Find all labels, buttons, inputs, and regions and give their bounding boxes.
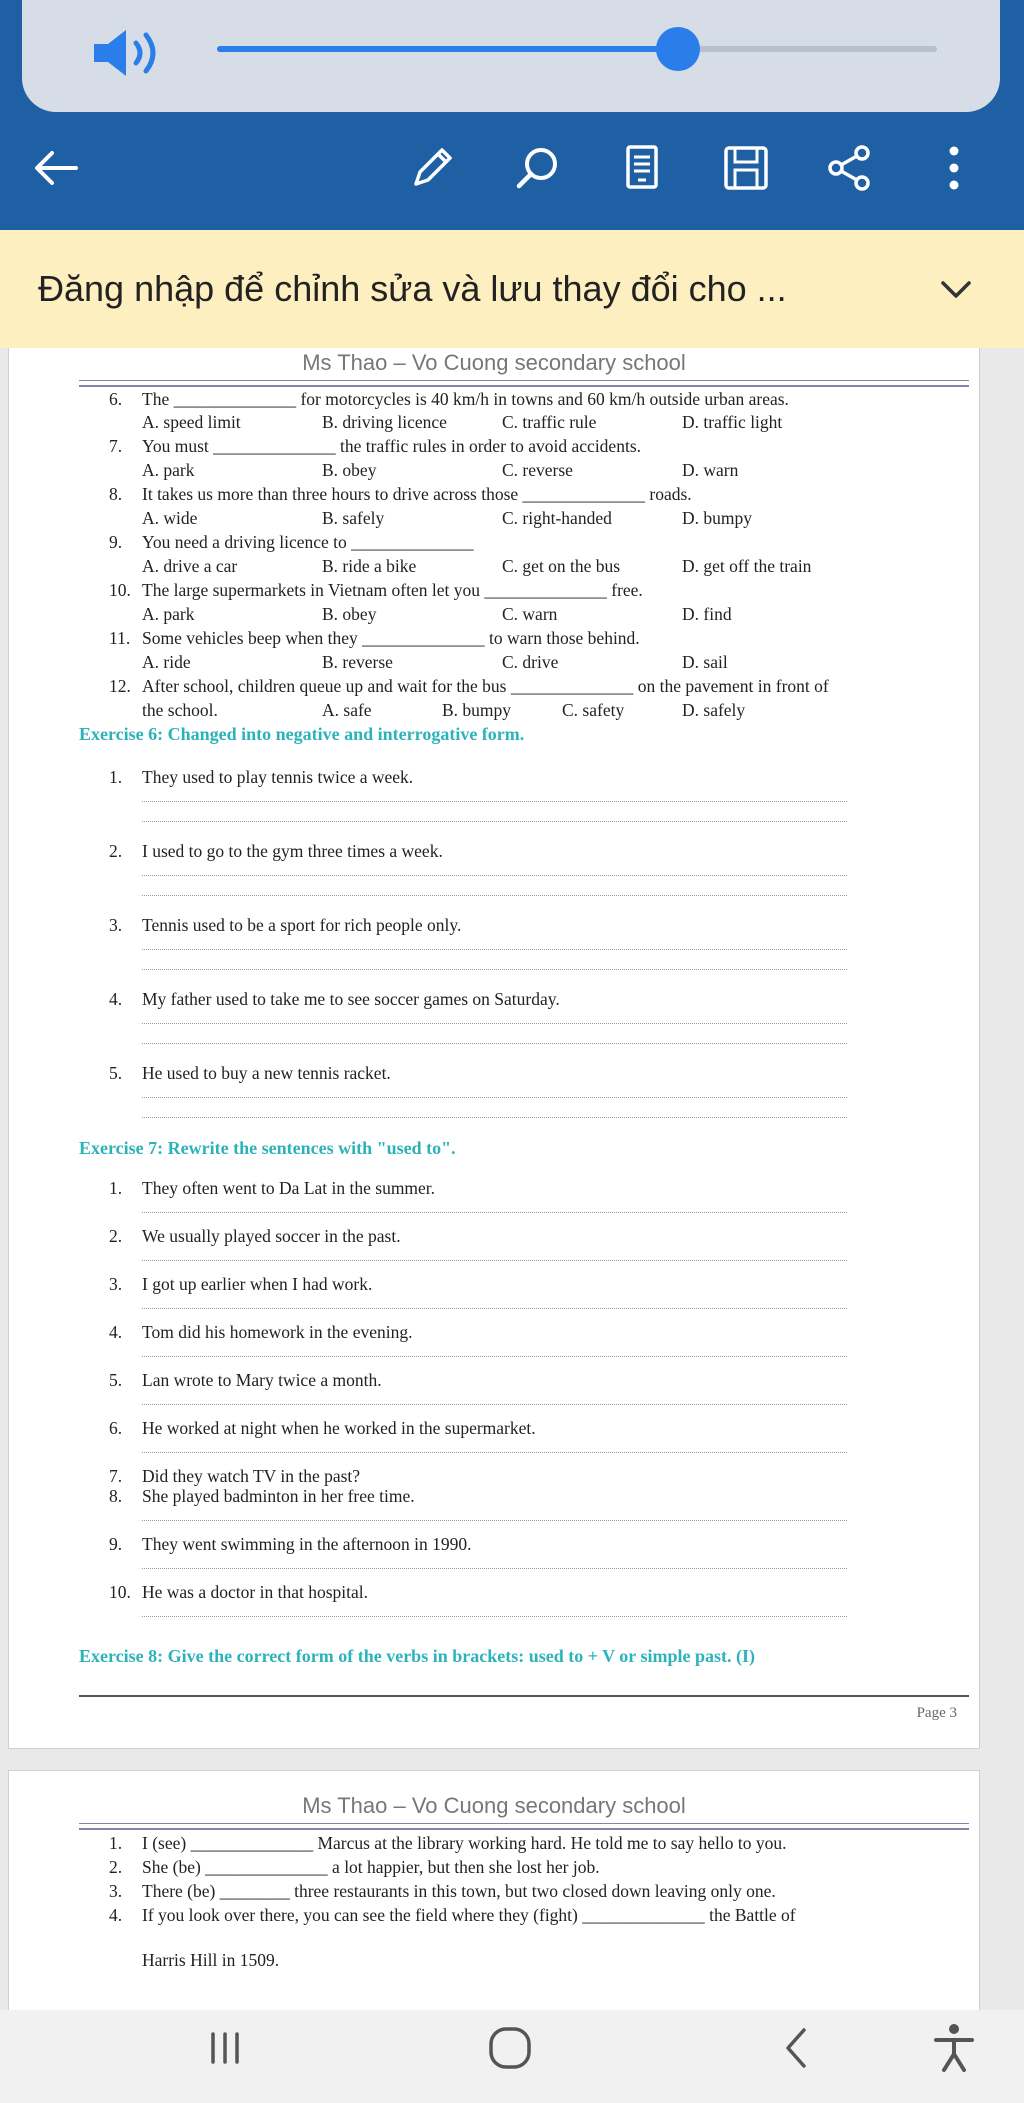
answer-line[interactable] <box>142 821 847 822</box>
option-b: B. ride a bike <box>322 556 417 576</box>
option-d: D. traffic light <box>682 412 783 432</box>
exercise-7-title: Exercise 7: Rewrite the sentences with "used to". <box>79 1138 456 1158</box>
login-banner[interactable] <box>0 230 1024 348</box>
item-number: 4. <box>109 1905 123 1925</box>
item-text: I got up earlier when I had work. <box>142 1274 373 1294</box>
item-text: He was a doctor in that hospital. <box>142 1582 368 1602</box>
item-text: He worked at night when he worked in the supermarket. <box>142 1418 536 1438</box>
answer-line[interactable] <box>142 895 847 896</box>
question-text: It takes us more than three hours to drive across those ______________ roads. <box>142 484 692 504</box>
nav-back-icon[interactable] <box>768 2018 828 2078</box>
item-text: I (see) ______________ Marcus at the library working hard. He told me to say hello to you. <box>142 1833 787 1853</box>
option-a: A. park <box>142 460 195 480</box>
question-number: 6. <box>109 389 123 409</box>
footer-rule <box>79 1695 969 1697</box>
volume-slider[interactable] <box>217 46 937 52</box>
accessibility-icon[interactable] <box>924 2018 984 2078</box>
volume-panel <box>22 0 1000 112</box>
question-number: 8. <box>109 484 123 504</box>
option-d: D. warn <box>682 460 739 480</box>
home-icon[interactable] <box>480 2018 540 2078</box>
chevron-down-icon[interactable] <box>938 274 974 304</box>
answer-line[interactable] <box>142 1043 847 1044</box>
option-a: A. park <box>142 604 195 624</box>
question-number: 10. <box>109 580 131 600</box>
option-b: B. driving licence <box>322 412 447 432</box>
item-text: Tennis used to be a sport for rich people only. <box>142 915 462 935</box>
answer-line[interactable] <box>142 1568 847 1569</box>
option-c: C. traffic rule <box>502 412 597 432</box>
item-text: We usually played soccer in the past. <box>142 1226 401 1246</box>
item-number: 4. <box>109 1322 123 1342</box>
item-text: I used to go to the gym three times a week. <box>142 841 443 861</box>
app-bar <box>0 0 1024 230</box>
question-text-continued: the school. <box>142 700 218 720</box>
option-c: C. warn <box>502 604 558 624</box>
share-icon[interactable] <box>822 140 878 196</box>
item-text: Did they watch TV in the past? <box>142 1466 361 1486</box>
option-a: A. drive a car <box>142 556 238 576</box>
answer-line[interactable] <box>142 1404 847 1405</box>
option-b: B. obey <box>322 604 377 624</box>
item-text: If you look over there, you can see the field where they (fight) ______________ the Battle of <box>142 1905 796 1925</box>
item-number: 8. <box>109 1486 123 1506</box>
question-text: You must ______________ the traffic rules in order to avoid accidents. <box>142 436 641 456</box>
exercise-6-title: Exercise 6: Changed into negative and interrogative form. <box>79 724 525 744</box>
answer-line[interactable] <box>142 949 847 950</box>
header-rule <box>79 380 969 387</box>
answer-line[interactable] <box>142 1308 847 1309</box>
reading-mode-icon[interactable] <box>614 140 670 196</box>
question-number: 12. <box>109 676 131 696</box>
option-c: C. drive <box>502 652 559 672</box>
question-text: You need a driving licence to ______________ <box>142 532 474 552</box>
item-text: My father used to take me to see soccer games on Saturday. <box>142 989 560 1009</box>
volume-fill <box>217 46 678 52</box>
login-prompt: Đăng nhập để chỉnh sửa và lưu thay đổi cho ... <box>38 268 787 309</box>
option-c: C. reverse <box>502 460 573 480</box>
option-d: D. sail <box>682 652 728 672</box>
option-d: D. get off the train <box>682 556 812 576</box>
page-number: Page 3 <box>916 1705 957 1721</box>
document-page-2 <box>8 1770 980 2012</box>
answer-line[interactable] <box>142 801 847 802</box>
item-number: 3. <box>109 1881 123 1901</box>
question-number: 11. <box>109 628 131 648</box>
header-rule <box>79 1823 969 1830</box>
option-a: A. speed limit <box>142 412 241 432</box>
answer-line[interactable] <box>142 1117 847 1118</box>
search-icon[interactable] <box>510 140 566 196</box>
more-icon[interactable] <box>926 140 982 196</box>
item-number: 3. <box>109 915 123 935</box>
item-number: 5. <box>109 1063 123 1083</box>
option-c: C. get on the bus <box>502 556 621 576</box>
answer-line[interactable] <box>142 1616 847 1617</box>
item-text: There (be) ________ three restaurants in this town, but two closed down leaving only one. <box>142 1881 776 1901</box>
option-b: B. reverse <box>322 652 393 672</box>
speaker-icon[interactable] <box>88 26 178 80</box>
save-icon[interactable] <box>718 140 774 196</box>
page-header: Ms Thao – Vo Cuong secondary school <box>302 1793 686 1818</box>
recent-apps-icon[interactable] <box>195 2018 255 2078</box>
option-d: D. safely <box>682 700 746 720</box>
option-b: B. obey <box>322 460 377 480</box>
answer-line[interactable] <box>142 1097 847 1098</box>
answer-line[interactable] <box>142 1260 847 1261</box>
document-page-1 <box>8 348 980 1749</box>
item-text: Tom did his homework in the evening. <box>142 1322 413 1342</box>
item-number: 5. <box>109 1370 123 1390</box>
item-text: He used to buy a new tennis racket. <box>142 1063 391 1083</box>
answer-line[interactable] <box>142 1212 847 1213</box>
question-number: 7. <box>109 436 123 456</box>
option-a: A. ride <box>142 652 191 672</box>
page-header: Ms Thao – Vo Cuong secondary school <box>302 350 686 375</box>
question-text-continued: Harris Hill in 1509. <box>142 1950 280 1970</box>
item-number: 1. <box>109 1833 123 1853</box>
item-number: 2. <box>109 1857 123 1877</box>
item-text: She (be) ______________ a lot happier, but then she lost her job. <box>142 1857 600 1877</box>
item-number: 6. <box>109 1418 123 1438</box>
item-text: They used to play tennis twice a week. <box>142 767 414 787</box>
question-text: The large supermarkets in Vietnam often let you ______________ free. <box>142 580 643 600</box>
option-a: A. wide <box>142 508 198 528</box>
option-d: D. find <box>682 604 732 624</box>
item-text: Lan wrote to Mary twice a month. <box>142 1370 382 1390</box>
option-b: B. safely <box>322 508 385 528</box>
item-number: 10. <box>109 1582 131 1602</box>
answer-line[interactable] <box>142 969 847 970</box>
answer-line[interactable] <box>142 1452 847 1453</box>
option-c: C. right-handed <box>502 508 612 528</box>
answer-line[interactable] <box>142 1356 847 1357</box>
item-number: 2. <box>109 841 123 861</box>
item-number: 3. <box>109 1274 123 1294</box>
item-text: She played badminton in her free time. <box>142 1486 415 1506</box>
pen-icon[interactable] <box>404 140 460 196</box>
option-a: A. safe <box>322 700 372 720</box>
option-d: D. bumpy <box>682 508 752 528</box>
item-number: 4. <box>109 989 123 1009</box>
question-text: Some vehicles beep when they ______________ to warn those behind. <box>142 628 640 648</box>
item-text: They often went to Da Lat in the summer. <box>142 1178 436 1198</box>
back-arrow-icon[interactable] <box>28 140 84 196</box>
exercise-8-title: Exercise 8: Give the correct form of the verbs in brackets: used to + V or simple past. (I) <box>79 1646 755 1666</box>
item-number: 2. <box>109 1226 123 1246</box>
volume-slider-handle[interactable] <box>656 27 700 71</box>
option-c: C. safety <box>562 700 625 720</box>
item-number: 1. <box>109 767 123 787</box>
answer-line[interactable] <box>142 875 847 876</box>
question-number: 9. <box>109 532 123 552</box>
item-number: 7. <box>109 1466 123 1486</box>
answer-line[interactable] <box>142 1520 847 1521</box>
item-number: 1. <box>109 1178 123 1198</box>
question-text: After school, children queue up and wait for the bus ______________ on the pavement in front of <box>142 676 829 696</box>
option-b: B. bumpy <box>442 700 512 720</box>
item-number: 9. <box>109 1534 123 1554</box>
item-text: They went swimming in the afternoon in 1990. <box>142 1534 472 1554</box>
question-text: The ______________ for motorcycles is 40 km/h in towns and 60 km/h outside urban areas. <box>142 389 789 409</box>
answer-line[interactable] <box>142 1023 847 1024</box>
